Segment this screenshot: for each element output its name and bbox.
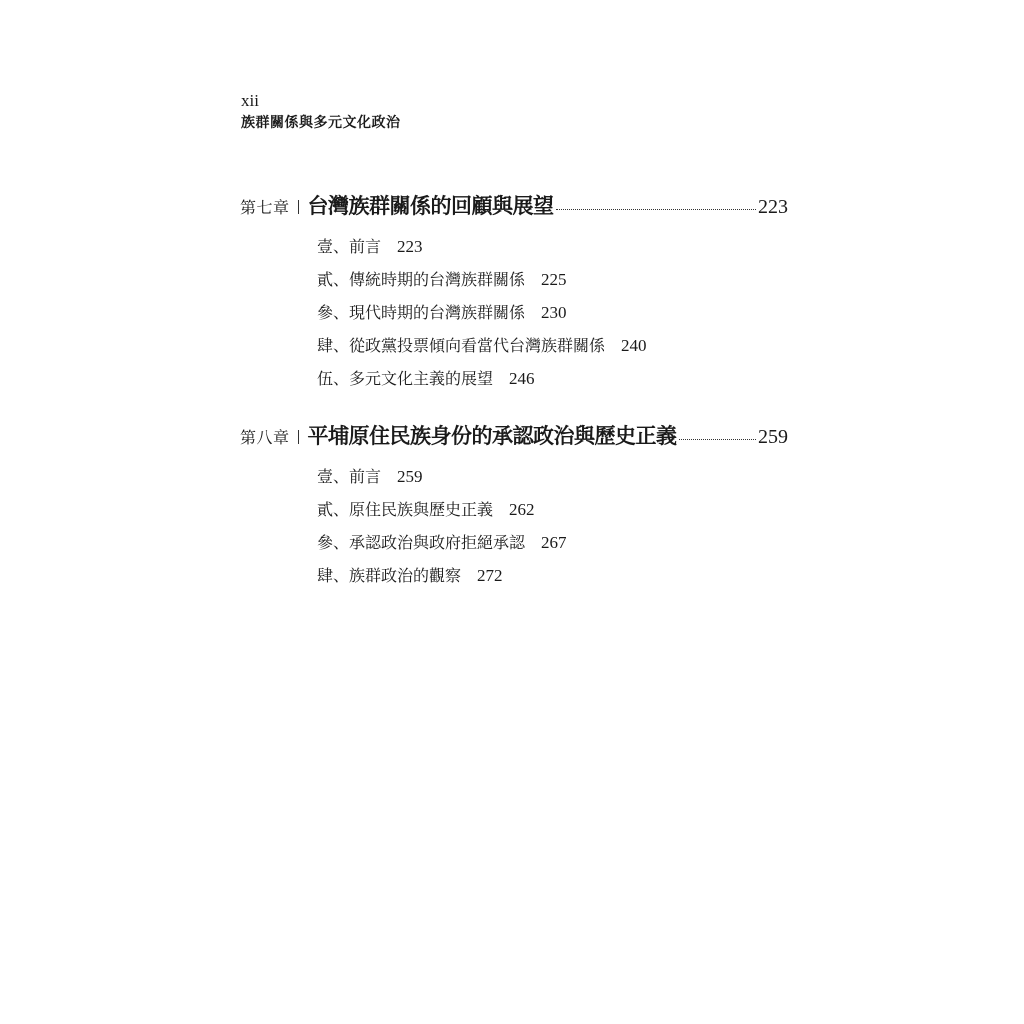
chapter-title: 台灣族群關係的回顧與展望: [307, 194, 554, 218]
dot-leader: [679, 439, 756, 440]
section-entry: [317, 493, 788, 526]
section-entry: [317, 460, 788, 493]
section-entry: [317, 329, 788, 362]
section-title: 壹、前言: [317, 467, 382, 486]
section-page-number: 223: [397, 237, 423, 256]
chapter-heading: [240, 420, 788, 452]
chapter-heading: [240, 190, 788, 222]
section-title: 參、現代時期的台灣族群關係: [317, 303, 526, 322]
page-number: xii: [241, 91, 259, 110]
section-title: 貳、原住民族與歷史正義: [317, 500, 494, 519]
chapter-page-number: 259: [758, 426, 788, 448]
section-entry: [317, 559, 788, 592]
chapter-7-entry: [240, 190, 788, 395]
chapter-8-entry: [240, 420, 788, 592]
chapter-separator: [298, 430, 299, 444]
section-list: [240, 460, 788, 592]
section-page-number: 267: [541, 533, 567, 552]
section-title: 壹、前言: [317, 237, 382, 256]
section-entry: [317, 230, 788, 263]
section-list: [240, 230, 788, 395]
chapter-label: 第七章: [240, 198, 290, 217]
section-page-number: 259: [397, 467, 423, 486]
dot-leader: [556, 209, 756, 210]
chapter-separator: [298, 200, 299, 214]
section-entry: [317, 362, 788, 395]
section-title: 肆、從政黨投票傾向看當代台灣族群關係: [317, 336, 606, 355]
chapter-title: 平埔原住民族身份的承認政治與歷史正義: [307, 424, 677, 448]
chapter-page-number: 223: [758, 196, 788, 218]
section-page-number: 240: [621, 336, 647, 355]
section-entry: [317, 296, 788, 329]
section-page-number: 246: [509, 369, 535, 388]
section-entry: [317, 526, 788, 559]
running-title: 族群關係與多元文化政治: [241, 115, 401, 131]
section-page-number: 225: [541, 270, 567, 289]
section-title: 參、承認政治與政府拒絕承認: [317, 533, 526, 552]
section-page-number: 272: [477, 566, 503, 585]
section-entry: [317, 263, 788, 296]
section-title: 肆、族群政治的觀察: [317, 566, 462, 585]
chapter-label: 第八章: [240, 428, 290, 447]
section-page-number: 262: [509, 500, 535, 519]
section-page-number: 230: [541, 303, 567, 322]
page-header: [241, 92, 401, 133]
section-title: 伍、多元文化主義的展望: [317, 369, 494, 388]
section-title: 貳、傳統時期的台灣族群關係: [317, 270, 526, 289]
